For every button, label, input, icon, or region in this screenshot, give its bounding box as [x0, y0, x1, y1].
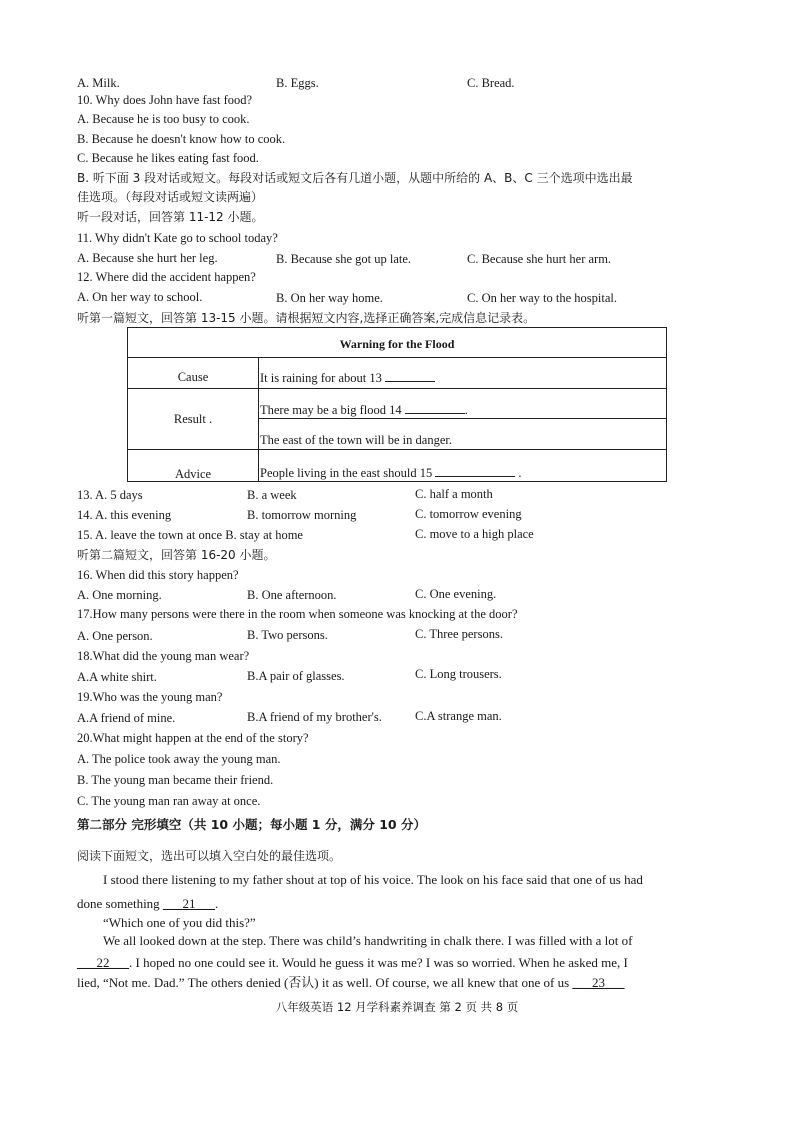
- cloze-line-1: I stood there listening to my father shout at top of his voice. The look on his face said that one of us had: [103, 872, 643, 887]
- blank-21: ___21___: [162, 896, 215, 911]
- q10-option-b: B. Because he doesn't know how to cook.: [77, 132, 286, 146]
- q12-option-b: B. On her way home.: [276, 291, 383, 305]
- q20-option-a: A. The police took away the young man.: [77, 752, 281, 766]
- result-text-1: There may be a big flood 14 .: [260, 403, 468, 417]
- q15-options-ab: 15. A. leave the town at once B. stay at home: [77, 528, 303, 542]
- cause-text: It is raining for about 13: [260, 370, 435, 386]
- advice-text: People living in the east should 15 .: [260, 466, 522, 480]
- q17-option-b: B. Two persons.: [247, 628, 328, 642]
- section-b-instruction-1: B. 听下面 3 段对话或短文。每段对话或短文后各有几道小题，从题中所给的 A、B、C 三个选项中选出最: [77, 171, 633, 185]
- q17-option-c: C. Three persons.: [415, 627, 503, 641]
- blank-14: [405, 402, 465, 414]
- q9-option-c: C. Bread.: [467, 76, 515, 90]
- q13-option-a: 13. A. 5 days: [77, 488, 143, 502]
- q14-option-b: B. tomorrow morning: [247, 508, 357, 522]
- advice-label: Advice: [174, 467, 212, 481]
- section-b-instruction-2: 佳选项。（每段对话或短文读两遍）: [77, 190, 264, 204]
- q20-question: 20.What might happen at the end of the story?: [77, 731, 309, 745]
- q17-option-a: A. One person.: [77, 629, 153, 643]
- q18-option-a: A.A white shirt.: [77, 670, 157, 684]
- q12-option-a: A. On her way to school.: [77, 290, 203, 304]
- part2-instruction: 阅读下面短文，选出可以填入空白处的最佳选项。: [77, 849, 342, 863]
- blank-22: ___22___: [77, 955, 129, 970]
- dialogue-intro: 听一段对话，回答第 11-12 小题。: [77, 210, 264, 224]
- part2-heading: 第二部分 完形填空（共 10 小题；每小题 1 分，满分 10 分）: [77, 817, 426, 832]
- q19-option-a: A.A friend of mine.: [77, 711, 176, 725]
- q10-question: 10. Why does John have fast food?: [77, 93, 253, 107]
- q13-option-b: B. a week: [247, 488, 297, 502]
- q18-option-c: C. Long trousers.: [415, 667, 502, 681]
- blank-23: ___23___: [572, 975, 625, 990]
- q16-question: 16. When did this story happen?: [77, 568, 239, 582]
- cloze-line-3: “Which one of you did this?”: [103, 915, 256, 930]
- q16-option-a: A. One morning.: [77, 588, 162, 602]
- q11-option-c: C. Because she hurt her arm.: [467, 252, 612, 266]
- cloze-line-5: ___22___. I hoped no one could see it. Would he guess it was me? I was so worried. When he asked me, I: [77, 955, 628, 970]
- q14-option-a: 14. A. this evening: [77, 508, 172, 522]
- q9-option-a: A. Milk.: [77, 76, 120, 90]
- q11-question: 11. Why didn't Kate go to school today?: [77, 231, 278, 245]
- q10-option-a: A. Because he is too busy to cook.: [77, 112, 250, 126]
- q13-option-c: C. half a month: [415, 487, 493, 501]
- q18-option-b: B.A pair of glasses.: [247, 669, 345, 683]
- q15-option-c: C. move to a high place: [415, 527, 534, 541]
- flood-warning-table: [127, 327, 667, 482]
- q11-option-b: B. Because she got up late.: [276, 252, 412, 266]
- page-footer: 八年级英语 12 月学科素养调查 第 2 页 共 8 页: [275, 1000, 519, 1014]
- cloze-line-2: done something ___21___.: [77, 896, 219, 911]
- q17-question: 17.How many persons were there in the room when someone was knocking at the door?: [77, 607, 518, 621]
- blank-15: [435, 465, 515, 477]
- q16-option-c: C. One evening.: [415, 587, 497, 601]
- q10-option-c: C. Because he likes eating fast food.: [77, 151, 259, 165]
- q20-option-c: C. The young man ran away at once.: [77, 794, 261, 808]
- q19-option-c: C.A strange man.: [415, 709, 502, 723]
- blank-13: [385, 370, 435, 382]
- table-title: Warning for the Flood: [339, 337, 455, 351]
- q19-question: 19.Who was the young man?: [77, 690, 223, 704]
- q20-option-b: B. The young man became their friend.: [77, 773, 274, 787]
- passage2-intro: 听第二篇短文，回答第 16-20 小题。: [77, 548, 276, 562]
- cloze-line-4: We all looked down at the step. There was child’s handwriting in chalk there. I was filled with a lot of: [103, 933, 633, 948]
- passage1-intro: 听第一篇短文，回答第 13-15 小题。请根据短文内容,选择正确答案,完成信息记录表。: [77, 311, 536, 325]
- cause-label: Cause: [177, 370, 209, 384]
- q16-option-b: B. One afternoon.: [247, 588, 337, 602]
- q14-option-c: C. tomorrow evening: [415, 507, 522, 521]
- result-label: Result .: [173, 412, 213, 426]
- q12-option-c: C. On her way to the hospital.: [467, 291, 617, 305]
- q11-option-a: A. Because she hurt her leg.: [77, 251, 218, 265]
- q9-option-b: B. Eggs.: [276, 76, 319, 90]
- q18-question: 18.What did the young man wear?: [77, 649, 250, 663]
- cloze-line-6: lied, “Not me. Dad.” The others denied (否认) it as well. Of course, we all knew that one of us ___23___: [77, 975, 625, 990]
- q12-question: 12. Where did the accident happen?: [77, 270, 256, 284]
- q19-option-b: B.A friend of my brother's.: [247, 710, 382, 724]
- result-text-2: The east of the town will be in danger.: [260, 433, 452, 447]
